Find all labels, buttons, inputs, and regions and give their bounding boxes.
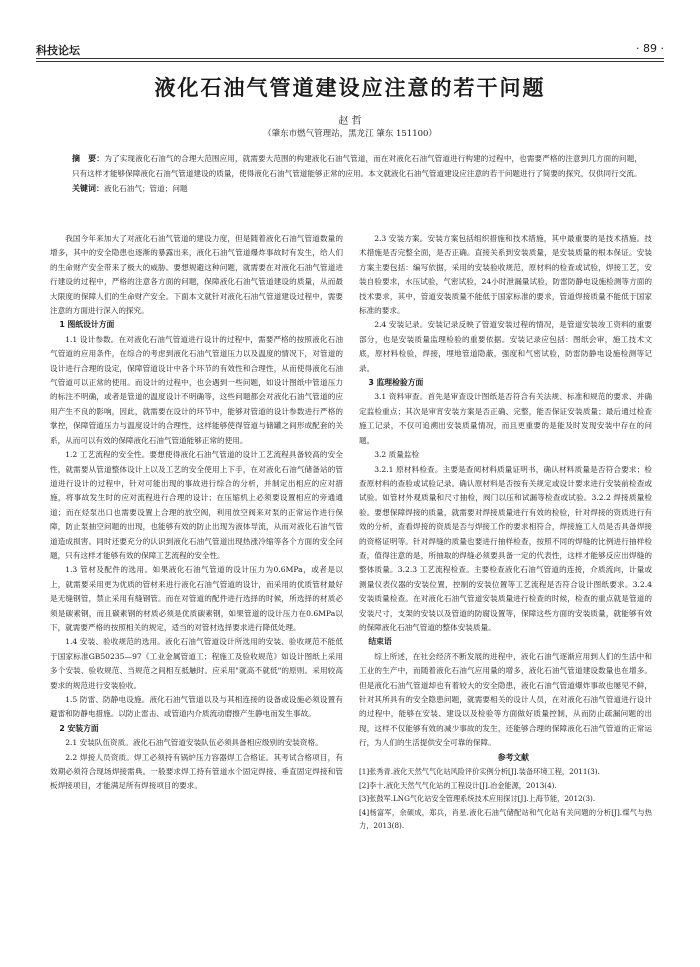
header-rule-top bbox=[36, 58, 664, 59]
author-affiliation: （肇东市燃气管理站，黑龙江 肇东 151100） bbox=[263, 129, 437, 139]
abstract-paragraph bbox=[58, 151, 642, 181]
body-paragraph: 1.5 防雷、防静电设施。液化石油气管道以及与其相连接的设备或设施必须设置有避雷和防静电措施。以防止雷击、或管道内介质流动磨擦产生静电而发生事故。 bbox=[50, 695, 343, 719]
section-heading: 1 图纸设计方面 bbox=[59, 320, 115, 330]
body-paragraph: 3.1 资料审查。首先是审查设计图纸是否符合有关法规、标准和规范的要求、并确定监检重点；其次是审宵安装方案是否正确、完整，能否保证安装质量；最后通过检查施工记录，不仅可追溯出安装质量情况，而且更重要的是能及时发现安装中存在的问题。 bbox=[359, 392, 652, 445]
section-heading: 结束语 bbox=[368, 637, 392, 647]
keywords-text: 液化石油气；管道；问题 bbox=[104, 184, 188, 193]
keywords-line bbox=[58, 181, 642, 196]
abstract-block bbox=[58, 151, 642, 196]
author-name: 赵 哲 bbox=[338, 116, 362, 127]
body-paragraph: 1.3 管材及配件的选用。如果液化石油气管道的设计压力为0.6MPa，或者是以上，就需要采用更为优质的管材来进行液化石油气管道的设计，而采用的优质管材最好是无缝钢管，禁止采用有缝钢管。而在对管道的配件进行选择的时候，所选择的材质必须是碳素钢，而且碳素钢的材质必须是优质碳素钢，如果管道的设计压力在0.6MPa以下，就需要严格的按照相关的规定，适当的对管材选择要求进行降低处理。 bbox=[50, 565, 343, 632]
keywords-label: 关键词： bbox=[72, 184, 104, 193]
body-column-left bbox=[50, 232, 343, 950]
body-column-right bbox=[359, 232, 652, 950]
article-title: 液化石油气管道建设应注意的若干问题 bbox=[154, 75, 546, 100]
body-paragraph: 1.1 设计参数。在对液化石油气管道进行设计的过程中，需要严格的按照液化石油气管道的应用条件，在综合的考虑到液化石油气管道压力以及温度的情况下，对管道的设计进行合理的设定，保障管道设计中各个环节的有效性和合理性，从而使得液化石油气管道可以正常的使用。而设计的过程中，也会遇到一些问题，如设计图纸中管道压力的标注不明确，或者是管道的温度设计不明确等，这些问题都会对液化石油气管道的应用产生不良的影响，因此，就需要在设计的环节中，能够对管道的设计参数进行严格的掌控，保障管道压力与温度设计的合理性，这样能够使得管道与储罐之间形成配套的关系，从而可以有效的保障液化石油气管道能够正常的使用。 bbox=[50, 334, 343, 445]
section-heading: 2 安装方面 bbox=[59, 723, 99, 733]
body-paragraph: 3.2.1 原材料检查。主要是查阅材料质量证明书，确认材料质量是否符合要求；检查原材料的查验或试验记录。确认原材料是否按有关规定或设计要求进行安装前检查或试验。如管材外观质量和尺寸抽检，阀门以压和试漏等检查或试验。3.2.2 焊接质量检验。要想保障焊接的质量，就需要对焊接质量进行有效的检验，针对焊接的资质进行有效的分析，查看焊接的资质是否与焊接工作的要求相符合，焊接施工人员是否具备焊接的资格证明等。针对焊缝的质量也要进行抽样检查，按照不同的焊缝的比例进行抽样检查，值得注意的是，所抽取的焊缝必须要具备一定的代表性，这样才能够反应出焊缝的整体质量。3.2.3 工艺流程检查。主要检查液化石油气管道的连接，介质流向，计量或测量仪表仪器的安装位置，控制的安装位置等工艺流程是否符合设计图纸要求。3.2.4 安装质量检查。在对液化石油气管道安装质量进行检查的时候，检查的重点就是管道的安装尺寸，支架的安装以及管道的防腐设置等，保障这些方面的安装质量，就能够有效的保障液化石油气管道的整体安装质量。 bbox=[359, 464, 652, 632]
reference-entry: [2]李十.液化天然气气化站的工程设计[J].冶金能源，2013(4). bbox=[359, 780, 557, 790]
subsection-heading: 3.2 质量监检 bbox=[374, 450, 420, 460]
abstract-text: 为了实现液化石油气的合理大范围应用，就需要大范围的构建液化石油气管道，而在对液化石油气管道进行构建的过程中，也需要严格的注意到几方面的问题，只有这样才能够保障液化石油气管道建设的质量，使得液化石油气管道能够正常的应用。本文就液化石油气管道建设应注意的若干问题进行了简要的探究，仅供同行交流。 bbox=[72, 154, 642, 178]
body-paragraph: 我国今年来加大了对液化石油气管道的建设力度，但是随着液化石油气管道数量的增多，其中的安全隐患也逐渐的暴露出来，液化石油气管道爆炸事故时有发生，给人们的生命财产安全带来了极大的威胁。要想规避这种问题，就需要在对液化石油气管道进行建设的过程中，严格的注意各方面的问题，保障液化石油气管道建设的质量，从而最大限度的保障人们的生命财产安全。下面本文就针对液化石油气管道建设过程中，需要注意的方面进行深入的探究。 bbox=[50, 234, 343, 316]
body-paragraph: 1.2 工艺流程的安全性。要想使得液化石油气管道的设计工艺流程具备较高的安全性，就需要从管道整体设计上以及工艺的安全使用上下手，在对液化石油气储备站的管道进行设计的过程中，针对可能出现的事故进行综合的分析，并制定出相应的应对措施，将事故发生时的应对流程进行合理的设计；在压缩机上必须要设置相应的旁通通道；而在烃泵出口也需要设置上合理的放空阀，利用放空阀来对泵的正常运作进行保障，防止泵抽空问题的出现，也能够有效的防止出现为液体导流，从而对液化石油气管道造成损害。同时还要充分的认识到液化石油气管道出现热涨冷缩等各个方面的安全问题，只有这样才能够有效的保障工艺流程的安全性。 bbox=[50, 450, 343, 560]
running-header bbox=[36, 40, 664, 58]
references-heading: 参考文献 bbox=[497, 752, 529, 762]
reference-entry: [4]杨富军，余硕成，郑兵，肖星.液化石油气储配站和气化站有关问题的分析[J].煤气与热力，2013(8). bbox=[359, 807, 652, 831]
body-paragraph: 1.4 安装、验收规范的选用。液化石油气管道设计所选用的安装、验收规范不能低于国家标准GB50235—97《工业金属管道工；程施工及验收规范》如设计图纸上采用多个安装、验收规范、当规范之间相互抵触时。应采用"就高不就低"的原则。采用较高要求的规范进行安装验收。 bbox=[50, 637, 343, 690]
reference-entry: [3]张鼓军.LNG气化站安全管理系统技术应用探讨[J].上海节能，2012(3). bbox=[359, 794, 596, 804]
body-paragraph: 2.4 安装记录。安装记录反映了管道安装过程的情况，是管道安装竣工资料的重要部分，也是安装质量监理检验的重要依据。安装记录应包括：图纸会审，施工技术文底，原材料检验，焊接，埋地管道隐蔽，强度和气密试验，防雷防静电设施检测等记录。 bbox=[359, 320, 652, 373]
journal-section-label: 科技论坛 bbox=[36, 44, 80, 57]
body-paragraph: 2.1 安装队伍资质。液化石油气管道安装队伍必须具备相应级别的安装资格。 bbox=[65, 738, 323, 748]
body-paragraph: 2.3 安装方案。安装方案包括组织措施和技术措施，其中最重要的是技术措施。技术措施是否完整全面，是否正确。直接关系到安装质量，是安装质量的根本保证。安装方案主要包括：编写依据，采用的安装验收规范，原材料的检查或试验，焊接工艺，安装自验要求，水压试验，气密试验，24小时泄漏量试验，防雷防静电设施检测等方面的技术要求，其中，管道安装质量不能低于国家标准的要求，管道焊接质量不能低于国家标准的要求。 bbox=[359, 234, 652, 316]
body-paragraph: 综上所述，在社会经济不断发展的进程中，液化石油气逐渐应用到人们的生活中和工业的生产中，而随着液化石油气应用量的增多，液化石油气管道建设数量也在增多。但是液化石油气管道却也有着较大的安全隐患，液化石油气管道爆炸事故也屡见不鲜，针对其所具有的安全隐患问题，就需要相关的设计人员，在对液化石油气管道进行设计的过程中，能够在安装、建设以及检验等方面做好质量控制，从而防止疏漏问题的出现，这样不仅能够有效的减少事故的发生，还能够合理的保障液化石油气管道的正常运行，为人们的生活提供安全可靠的保障。 bbox=[359, 651, 652, 748]
body-paragraph: 2.2 焊接人员资质。焊工必须持有锅炉压力容器焊工合格证。其考试合格项目，有效期必须符合现场焊接需典。一般要求焊工持有管道水个固定焊接、垂直固定焊接和管板焊接项目，才能满足所有焊接项目的要求。 bbox=[50, 752, 343, 791]
header-rule-bottom bbox=[36, 61, 664, 62]
abstract-label: 摘 要： bbox=[72, 154, 105, 163]
section-heading: 3 监理检验方面 bbox=[368, 378, 424, 388]
page-number: · 89 · bbox=[636, 42, 664, 55]
reference-entry: [1]张秀青.液化天然气气化站风险评价实例分析[J].装备环境工程，2011(3). bbox=[359, 767, 600, 777]
